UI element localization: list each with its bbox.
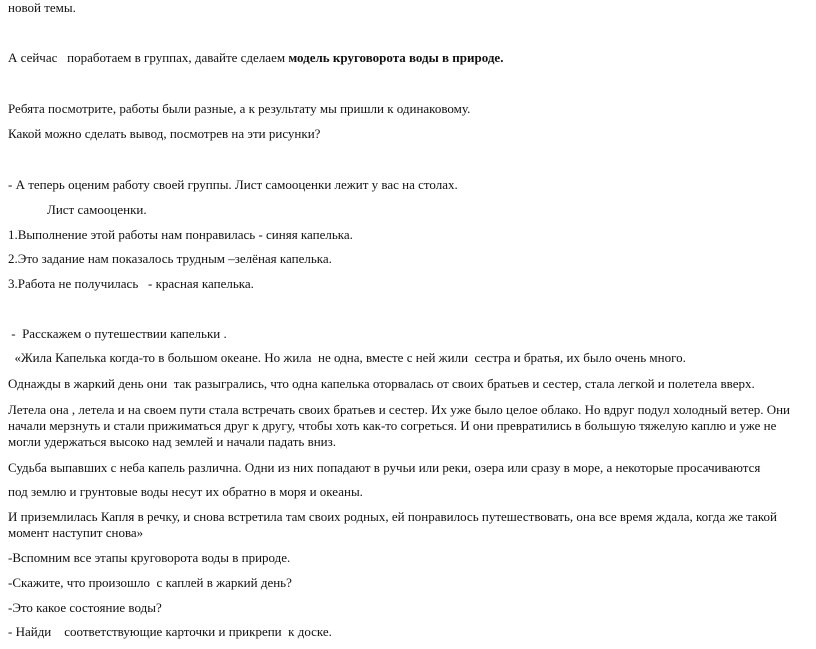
text-paragraph: Летела она , летела и на своем пути стала встречать своих братьев и сестер. Их уже было целое облако. Но вдруг подул холодный ветер. Они начали мерзнуть и стали прижиматься друг к другу, чтобы хоть как-то согреться. И они превратились в большую тяжелую каплю и уже не могли удержаться высоко над землей и начали падать вниз. <box>8 402 791 449</box>
text-line: новой темы. <box>8 0 76 15</box>
text-line: -Скажите, что произошло с каплей в жаркий день? <box>8 575 292 590</box>
text-line: Однажды в жаркий день они так разыгрались, что одна капелька оторвалась от своих братьев и сестер, стала легкой и полетела вверх. <box>8 376 755 391</box>
text-line: - Найди соответствующие карточки и прикрепи к доске. <box>8 624 332 639</box>
text-line: под землю и грунтовые воды несут их обратно в моря и океаны. <box>8 484 363 499</box>
text-line: - А теперь оценим работу своей группы. Лист самооценки лежит у вас на столах. <box>8 177 458 192</box>
text-line: 2.Это задание нам показалось трудным –зелёная капелька. <box>8 251 332 266</box>
text-line: «Жила Капелька когда-то в большом океане. Но жила не одна, вместе с ней жили сестра и братья, их было очень много. <box>8 350 686 365</box>
text-line <box>8 50 808 66</box>
text-line: -Это какое состояние воды? <box>8 600 162 615</box>
text-line: Лист самооценки. <box>8 202 147 217</box>
text-line: Какой можно сделать вывод, посмотрев на эти рисунки? <box>8 126 321 141</box>
text-line: Судьба выпавших с неба капель различна. Одни из них попадают в ручьи или реки, озера или сразу в море, а некоторые просачиваются <box>8 460 761 475</box>
text-span: А сейчас поработаем в группах, давайте сделаем <box>8 50 289 65</box>
bold-text: модель круговорота воды в природе. <box>288 50 504 65</box>
text-line: -Вспомним все этапы круговорота воды в природе. <box>8 550 291 565</box>
text-line: 3.Работа не получилась - красная капелька. <box>8 276 254 291</box>
text-line: - Расскажем о путешествии капельки . <box>8 326 227 341</box>
text-line: Ребята посмотрите, работы были разные, а к результату мы пришли к одинаковому. <box>8 101 471 116</box>
text-line: 1.Выполнение этой работы нам понравилась - синяя капелька. <box>8 227 353 242</box>
text-paragraph: И приземлилась Капля в речку, и снова встретила там своих родных, ей понравилось путешествовать, она все время ждала, когда же такой момент наступит снова» <box>8 509 778 540</box>
